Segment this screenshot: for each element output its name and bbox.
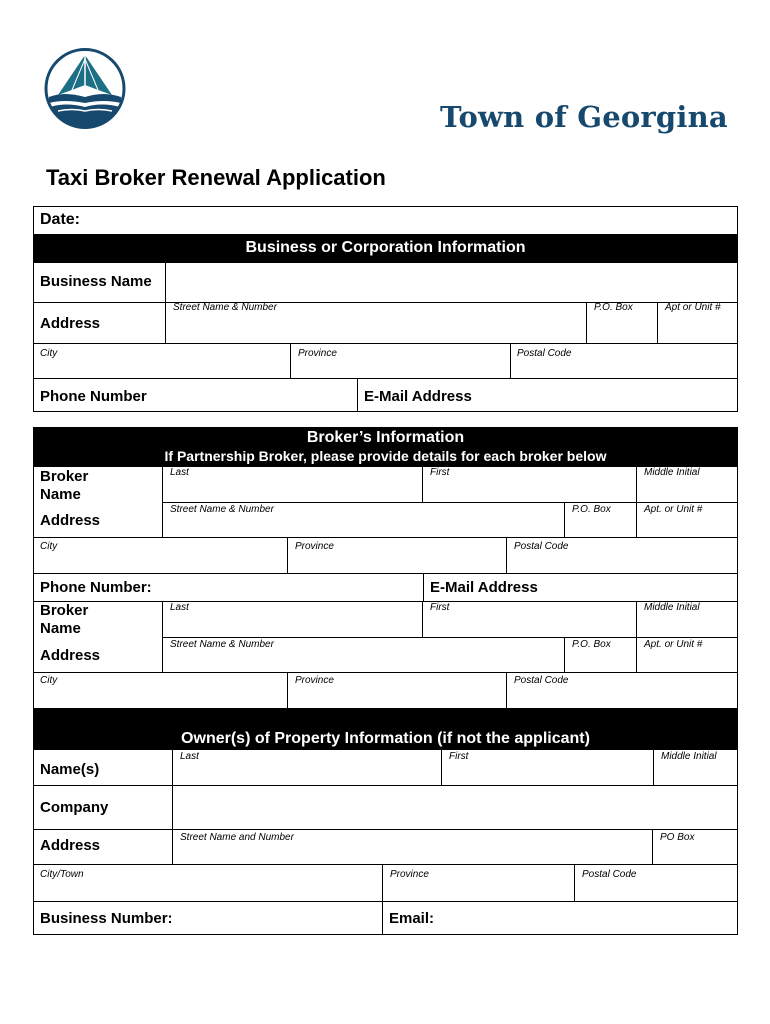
business-province-label: Province (298, 348, 337, 359)
owner-middle-label: Middle Initial (661, 751, 717, 762)
broker2-name-label: Broker Name (40, 602, 89, 637)
owner-first-label: First (449, 751, 469, 762)
broker1-po-box-label: P.O. Box (572, 504, 611, 515)
owner-business-number-label: Business Number: (40, 910, 173, 927)
owner-province-label: Province (390, 869, 429, 880)
owner-names-label: Name(s) (40, 761, 100, 778)
broker2-last-input[interactable] (162, 601, 423, 638)
broker-section-title: Broker’s Information (306, 429, 465, 446)
broker1-name-label: Broker Name (40, 468, 89, 503)
business-city-label: City (40, 348, 58, 359)
business-section-header: Business or Corporation Information (33, 234, 738, 262)
broker2-province-label: Province (295, 675, 334, 686)
broker1-email-label: E-Mail Address (430, 579, 538, 596)
broker2-address-label: Address (40, 647, 101, 664)
owner-last-input[interactable] (172, 749, 442, 786)
town-name: Town of Georgina (440, 100, 728, 134)
town-logo-icon (44, 45, 126, 132)
owner-postal-label: Postal Code (582, 869, 637, 880)
business-address-label: Address (40, 315, 101, 332)
broker2-po-box-label: P.O. Box (572, 639, 611, 650)
owner-po-box-label: PO Box (660, 832, 695, 843)
owner-city-input[interactable] (33, 864, 383, 902)
broker1-last-input[interactable] (162, 466, 423, 503)
broker1-city-label: City (40, 541, 58, 552)
business-unit-label: Apt or Unit # (665, 302, 721, 313)
date-label: Date: (40, 211, 81, 228)
business-phone-label: Phone Number (40, 388, 147, 405)
broker2-first-input[interactable] (422, 601, 637, 638)
broker2-unit-label: Apt. or Unit # (644, 639, 703, 650)
owner-last-label: Last (180, 751, 199, 762)
business-email-label: E-Mail Address (364, 388, 472, 405)
form-title: Taxi Broker Renewal Application (46, 165, 386, 190)
broker1-address-label: Address (40, 512, 101, 529)
broker2-first-label: First (430, 602, 450, 613)
business-name-label: Business Name (40, 273, 152, 290)
broker2-city-input[interactable] (33, 672, 288, 709)
broker2-postal-label: Postal Code (514, 675, 569, 686)
broker-section-header (33, 427, 738, 467)
owner-company-label: Company (40, 799, 109, 816)
broker1-first-input[interactable] (422, 466, 637, 503)
broker2-city-label: City (40, 675, 58, 686)
business-city-input[interactable] (33, 343, 291, 379)
owner-city-label: City/Town (40, 869, 84, 880)
owner-company-input[interactable] (172, 785, 738, 830)
broker1-unit-label: Apt. or Unit # (644, 504, 703, 515)
broker1-last-label: Last (170, 467, 189, 478)
owner-street-label: Street Name and Number (180, 832, 294, 843)
owner-email-label: Email: (389, 910, 435, 927)
broker1-first-label: First (430, 467, 450, 478)
business-postal-label: Postal Code (517, 348, 572, 359)
owner-address-label: Address (40, 837, 101, 854)
owner-section-header: Owner(s) of Property Information (if not the applicant) (33, 708, 738, 750)
broker1-postal-label: Postal Code (514, 541, 569, 552)
owner-email-input[interactable] (382, 901, 738, 935)
broker1-province-label: Province (295, 541, 334, 552)
broker1-middle-label: Middle Initial (644, 467, 700, 478)
broker2-street-label: Street Name & Number (170, 639, 274, 650)
broker1-street-label: Street Name & Number (170, 504, 274, 515)
broker1-phone-label: Phone Number: (40, 579, 152, 596)
broker2-middle-label: Middle Initial (644, 602, 700, 613)
broker2-last-label: Last (170, 602, 189, 613)
business-name-input[interactable] (165, 262, 738, 303)
owner-first-input[interactable] (441, 749, 654, 786)
business-street-label: Street Name & Number (173, 302, 277, 313)
broker-section-subtitle: If Partnership Broker, please provide details for each broker below (164, 448, 607, 464)
date-field[interactable] (33, 206, 738, 235)
broker1-city-input[interactable] (33, 537, 288, 574)
business-po-box-label: P.O. Box (594, 302, 633, 313)
